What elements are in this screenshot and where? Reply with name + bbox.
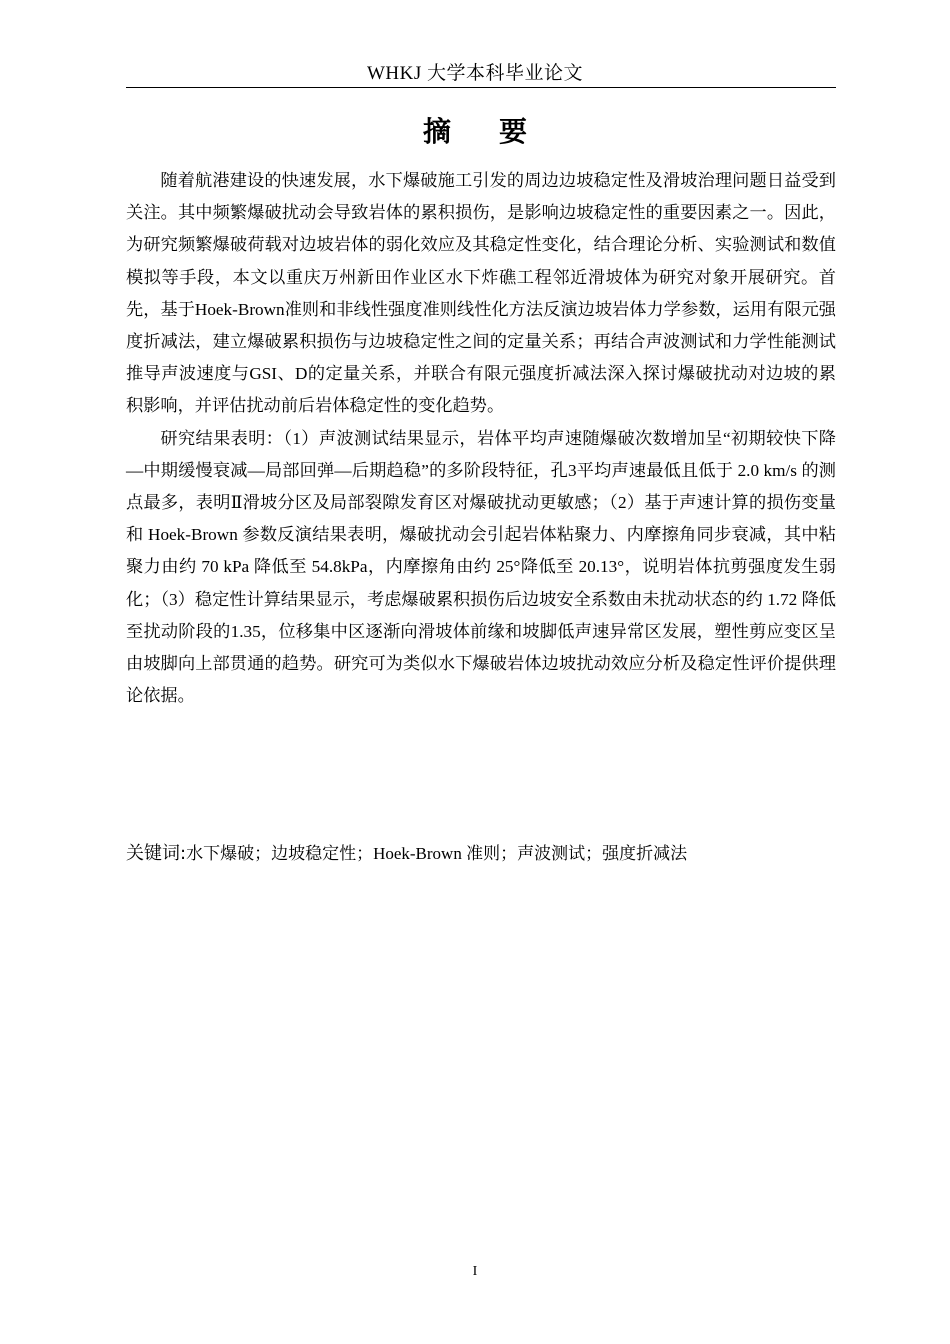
header-divider	[126, 87, 836, 88]
abstract-paragraph-2: 研究结果表明：（1）声波测试结果显示，岩体平均声速随爆破次数增加呈“初期较快下降—中期缓慢衰减—局部回弹—后期趋稳”的多阶段特征，孔3平均声速最低且低于 2.0 km/s 的测点最多，表明Ⅱ滑坡分区及局部裂隙发育区对爆破扰动更敏感；（2）基于声速计算的损伤变量和 Hoek-Brown 参数反演结果表明，爆破扰动会引起岩体粘聚力、内摩擦角同步衰减，其中粘聚力由约 70 kPa 降低至 54.8kPa，内摩擦角由约 25°降低至 20.13°，说明岩体抗剪强度发生弱化；（3）稳定性计算结果显示，考虑爆破累积损伤后边坡安全系数由未扰动状态的约 1.72 降低至扰动阶段的1.35，位移集中区逐渐向滑坡体前缘和坡脚低声速异常区发展，塑性剪应变区呈由坡脚向上部贯通的趋势。研究可为类似水下爆破岩体边坡扰动效应分析及稳定性评价提供理论依据。	[126, 428, 836, 706]
running-header-title: WHKJ 大学本科毕业论文	[366, 63, 584, 84]
keywords-line	[126, 838, 836, 870]
abstract-paragraph-1: 随着航港建设的快速发展，水下爆破施工引发的周边边坡稳定性及滑坡治理问题日益受到关注。其中频繁爆破扰动会导致岩体的累积损伤，是影响边坡稳定性的重要因素之一。因此，为研究频繁爆破荷载对边坡岩体的弱化效应及其稳定性变化，结合理论分析、实验测试和数值模拟等手段，本文以重庆万州新田作业区水下炸礁工程邻近滑坡体为研究对象开展研究。首先，基于Hoek-Brown准则和非线性强度准则线性化方法反演边坡岩体力学参数，运用有限元强度折减法，建立爆破累积损伤与边坡稳定性之间的定量关系；再结合声波测试和力学性能测试推导声波速度与GSI、D的定量关系，并联合有限元强度折减法深入探讨爆破扰动对边坡的累积影响，并评估扰动前后岩体稳定性的变化趋势。	[126, 171, 836, 416]
keywords-value: 水下爆破；边坡稳定性；Hoek-Brown 准则；声波测试；强度折减法	[186, 844, 688, 863]
page-number: I	[472, 1264, 478, 1279]
abstract-body	[126, 165, 836, 712]
keywords-label: 关键词:	[126, 843, 187, 864]
abstract-heading: 摘要	[422, 115, 575, 148]
